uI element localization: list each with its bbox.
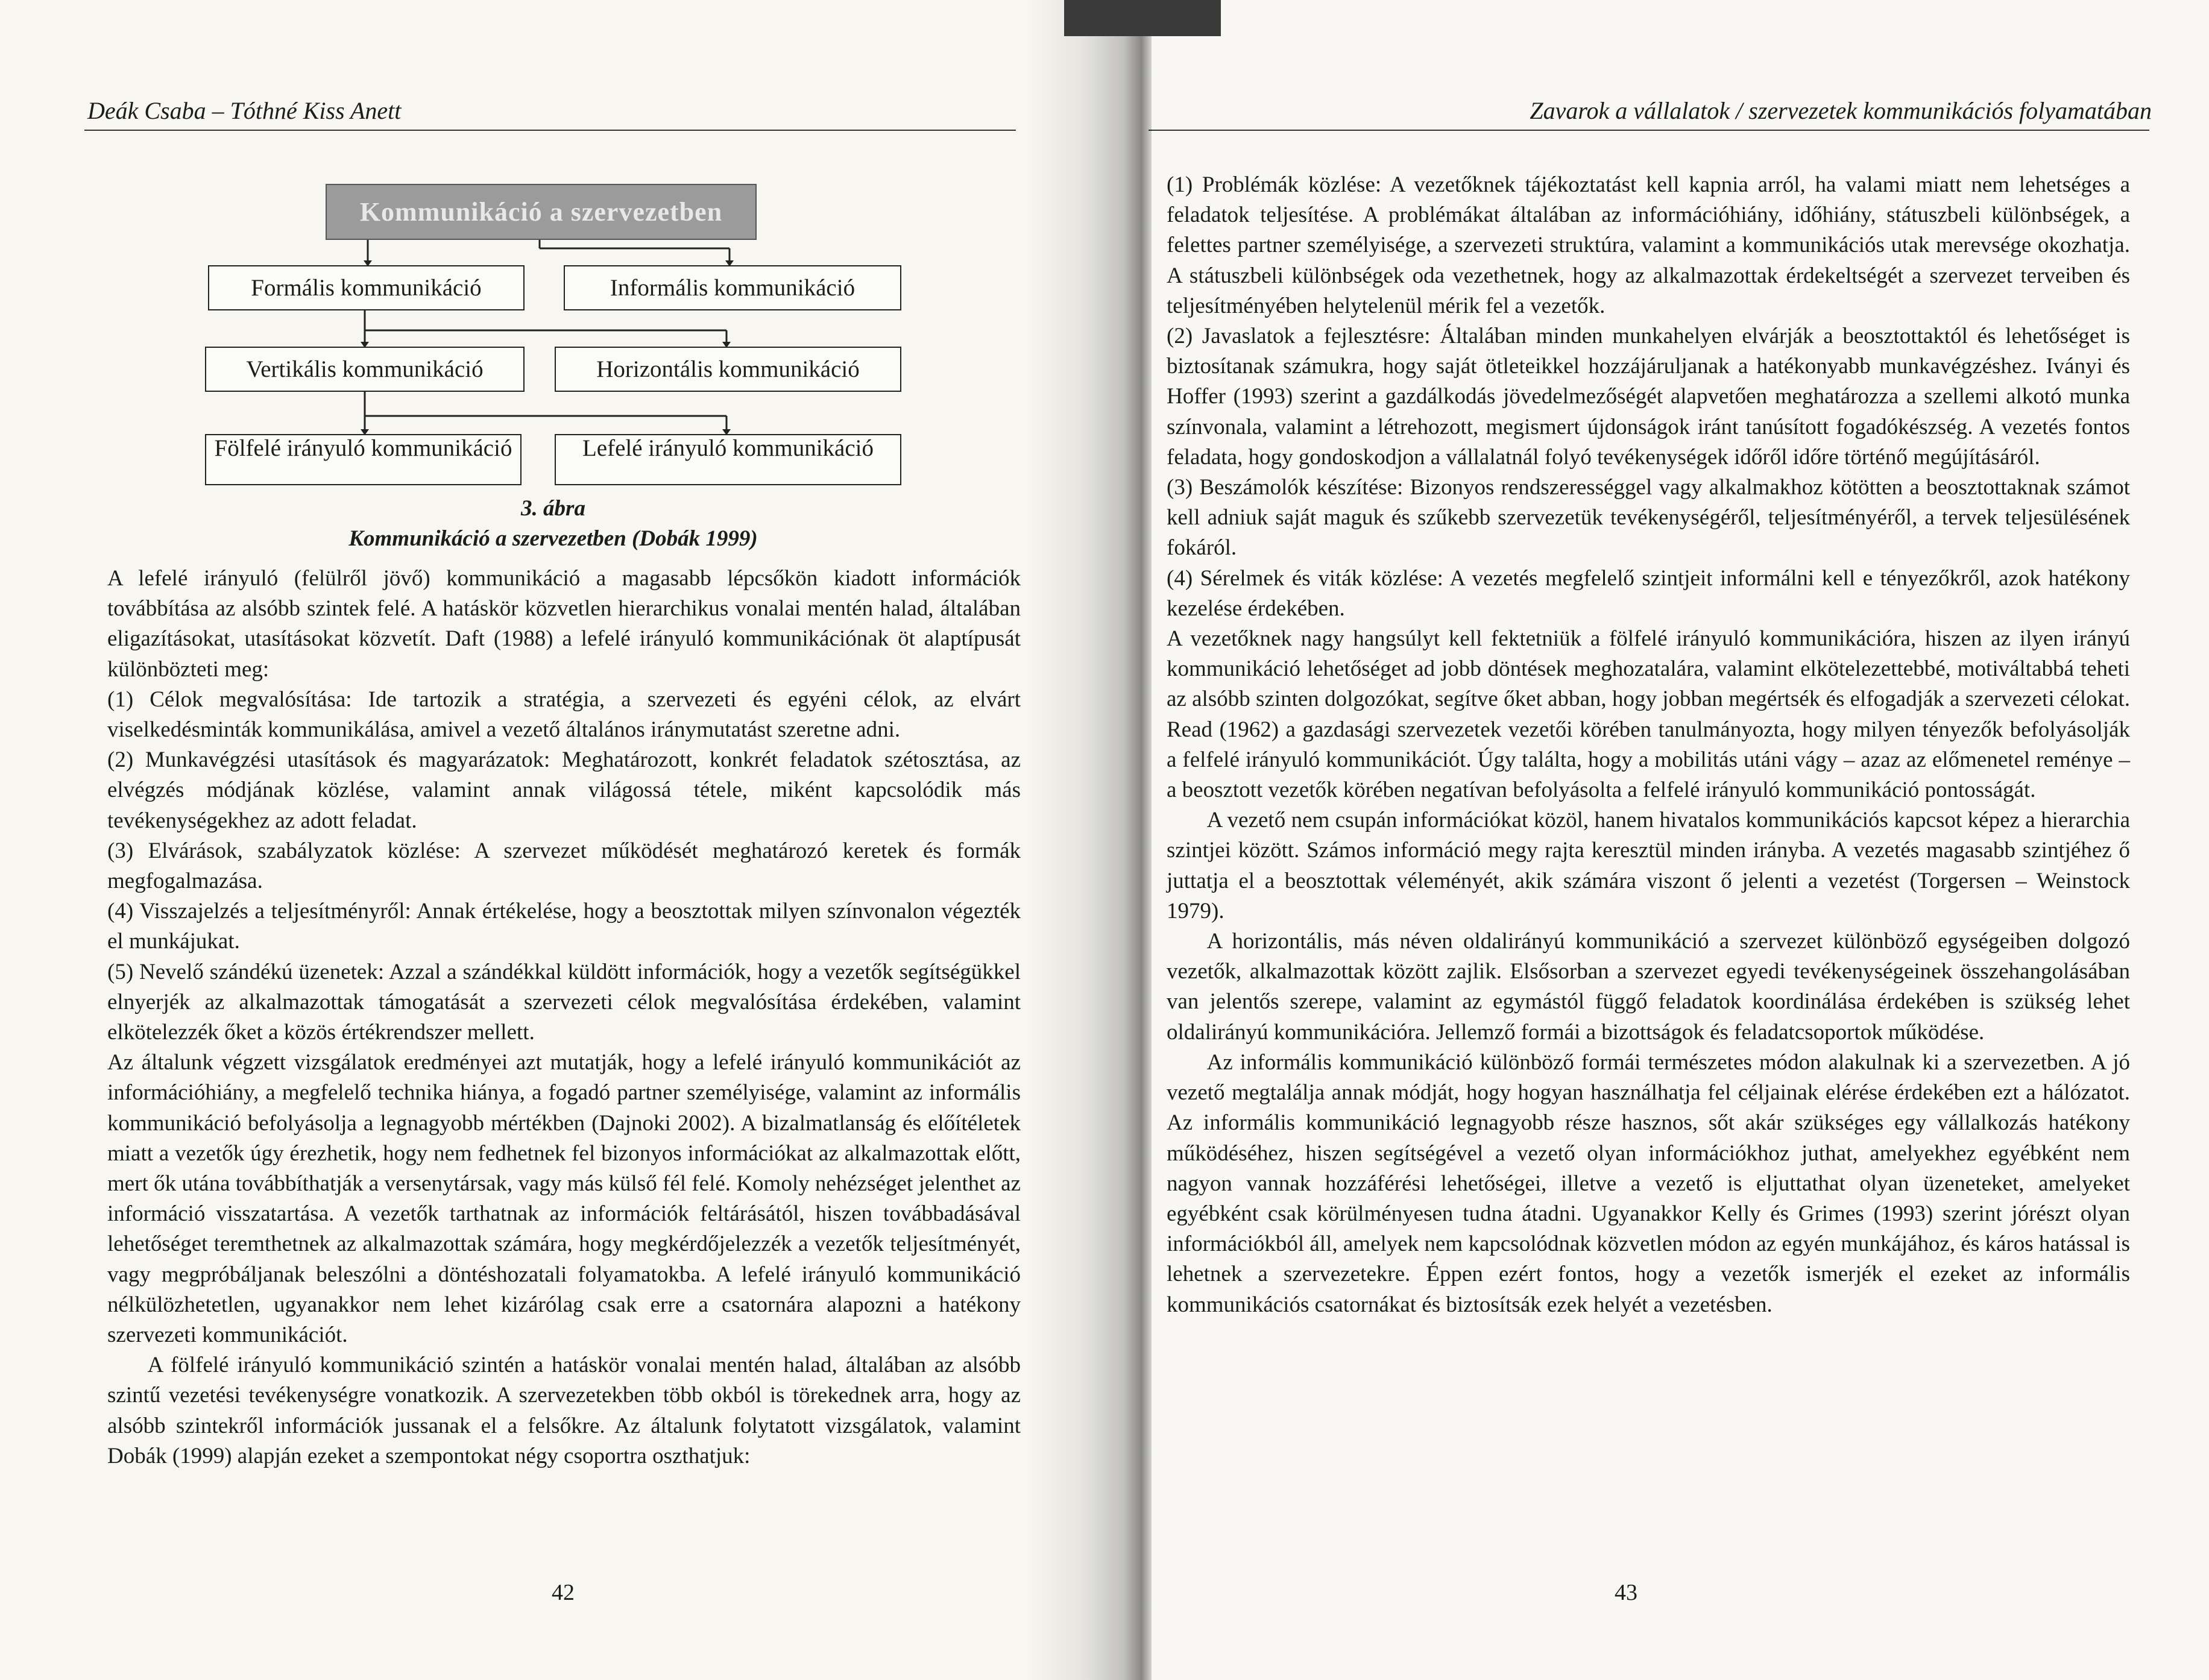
vertical-communication-box: Vertikális kommunikáció [205,347,525,392]
right-page [1085,0,2209,1680]
downward-communication-box: Lefelé irányuló kommunikáció [555,434,901,485]
paragraph: (5) Nevelő szándékú üzenetek: Azzal a szándékkal küldött információk, hogy a vezetők segítségükkel elnyerjék az alkalmazottak támogatását a szervezeti célok megvalósítása érdekében, valamint elkötelezzék őket a közös értékrendszer mellett. [107,959,1021,1045]
figure-caption-number: 3. ábra [521,496,585,521]
paragraph: A fölfelé irányuló kommunikáció szintén a hatáskör vonalai mentén halad, általában az alsóbb szintű vezetési tevékenységre vonatkozik. A szervezetekben több okból is törekednek arra, hogy az alsóbb szintekről információk jussanak el a felsőkre. Az általunk folytatott vizsgálatok, valamint Dobák (1999) alapján ezeket a szempontokat négy csoportra oszthatjuk: [107,1353,1021,1468]
paragraph: (2) Munkavégzési utasítások és magyarázatok: Meghatározott, konkrét feladatok szétosztása, az elvégzés módjának közlése, valamint annak világossá tétele, miként kapcsolódik más tevékenységekhez az adott feladat. [107,747,1021,833]
running-head-left: Deák Csaba – Tóthné Kiss Anett [87,97,402,124]
paragraph: (4) Sérelmek és viták közlése: A vezetés megfelelő szintjeit informálni kell e tényezőkről, azok hatékony kezelése érdekében. [1167,565,2130,621]
figure-connectors [0,0,1085,506]
paragraph: A horizontális, más néven oldalirányú kommunikáció a szervezet különböző egységeiben dolgozó vezetők, alkalmazottak között zajlik. Elsősorban a szervezet egyedi tevékenységeinek összehangolásában van jelentős szerepe, valamint az egymástól függő feladatok koordinálása érdekében is szükség lehet oldalirányú kommunikációra. Jellemző formái a bizottságok és feladatcsoportok működése. [1167,929,2130,1045]
upward-communication-box: Fölfelé irányuló kommunikáció [205,434,522,485]
horizontal-communication-box: Horizontális kommunikáció [555,347,901,392]
figure-caption-title: Kommunikáció a szervezetben (Dobák 1999) [348,526,758,551]
header-rule-right [1149,130,2149,131]
paragraph: A lefelé irányuló (felülről jövő) kommunikáció a magasabb lépcsőkön kiadott információk továbbítása az alsóbb szintek felé. A hatáskör közvetlen hierarchikus vonalai mentén halad, általában eligazításokat, utasításokat közvetít. Daft (1988) a lefelé irányuló kommunikációnak öt alaptípusát különbözteti meg: [107,566,1021,682]
scan-corner-shadow [1064,0,1221,36]
paragraph: (1) Problémák közlése: A vezetőknek tájékoztatást kell kapnia arról, ha valami miatt nem lehetséges a feladatok teljesítése. A problémákat általában az információhiány, időhiány, státuszbeli különbségek, a felettes partner személyisége, a szervezeti struktúra, valamint a kommunikációs utak merevsége okozhatja. A státuszbeli különbségek oda vezethetnek, hogy az alkalmazottak érdekeltségét a szervezet terveiben és teljesítményében helytelenül mérik fel a vezetők. [1167,172,2130,318]
paragraph: (3) Beszámolók készítése: Bizonyos rendszerességgel vagy alkalmakhoz kötötten a beosztottaknak számot kell adniuk saját maguk és szűkebb szervezetük tevékenységéről, teljesítményéről, a tervek teljesülésének fokáról. [1167,475,2130,561]
body-text-right [1167,170,2130,1320]
paragraph: (4) Visszajelzés a teljesítményről: Annak értékelése, hogy a beosztottak milyen színvonalon végezték el munkájukat. [107,899,1021,954]
body-text-left [107,564,1021,1471]
page-number-right: 43 [1615,1580,1637,1605]
informal-communication-box: Informális kommunikáció [564,265,901,310]
paragraph: Az általunk végzett vizsgálatok eredményei azt mutatják, hogy a lefelé irányuló kommunikációt az információhiány, a megfelelő technika hiánya, a fogadó partner személyisége, valamint az informális kommunikáció befolyásolja a legnagyobb mértékben (Dajnoki 2002). A bizalmatlanság és előítéletek miatt a vezetők úgy érezhetik, hogy nem fedhetnek fel bizonyos információkat az alkalmazottak előtt, mert ők utána továbbíthatják a versenytársak, vagy más külső fél felé. Komoly nehézséget jelenthet az információ visszatartása. A vezetők tarthatnak az információk feltárásától, hiszen továbbadásával lehetőséget teremthetnek az alkalmazottak számára, hogy megkérdőjelezzék a vezetők teljesítményét, vagy megpróbáljanak beleszólni a döntéshozatali folyamatokba. A lefelé irányuló kommunikáció nélkülözhetetlen, ugyanakkor nem lehet kizárólag csak erre a csatornára alapozni a hatékony szervezeti kommunikációt. [107,1050,1021,1348]
running-head-right: Zavarok a vállalatok / szervezetek kommunikációs folyamatában [1530,97,2152,124]
paragraph: (3) Elvárások, szabályzatok közlése: A szervezet működését meghatározó keretek és formák megfogalmazása. [107,838,1021,894]
formal-communication-box: Formális kommunikáció [208,265,525,310]
paragraph: A vezetőknek nagy hangsúlyt kell fektetniük a fölfelé irányuló kommunikációra, hiszen az ilyen irányú kommunikáció lehetőséget ad jobb döntések meghozatalára, valamint elkötelezettebbé, motiváltabbá teheti az alsóbb szinten dolgozókat, segítve őket abban, hogy jobban megértsék és elfogadják a szervezeti célokat. Read (1962) a gazdasági szervezetek vezetői körében tanulmányozta, hogy milyen tényezők befolyásolják a felfelé irányuló kommunikációt. Úgy találta, hogy a mobilitás utáni vágy – azaz az előmenetel reménye – a beosztott vezetők körében negatívan befolyásolta a felfelé irányuló kommunikáció pontosságát. [1167,626,2130,803]
paragraph: Az informális kommunikáció különböző formái természetes módon alakulnak ki a szervezetben. A jó vezető megtalálja annak módját, hogy hogyan használhatja fel céljainak elérése érdekében ezt a hálózatot. Az informális kommunikáció legnagyobb része hasznos, sőt akár szükséges egy vállalkozás hatékony működéséhez, hiszen segítségével a vezető olyan információkhoz juthat, amelyekhez egyébként nem nagyon vannak hozzáférési lehetőségei, illetve a vezető is eljuttathat olyan üzeneteket, amelyeket egyébként csak körülményesen tudna átadni. Ugyanakkor Kelly és Grimes (1993) szerint jórészt olyan információkból áll, amelyek nem kapcsolódnak közvetlen módon az egyén munkájához, és káros hatással is lehetnek a szervezetekre. Éppen ezért fontos, hogy a vezetők ismerjék el ezeket az informális kommunikációs csatornákat és biztosítsák ezek helyét a vezetésben. [1167,1049,2130,1317]
paragraph: (2) Javaslatok a fejlesztésre: Általában minden munkahelyen elvárják a beosztottaktól és lehetőséget is biztosítanak számukra, hogy saját ötleteikkel hozzájáruljanak a hatékonyabb munkavégzéshez. Iványi és Hoffer (1993) szerint a gazdálkodás jövedelmezőségét alapvetően meghatározza a szellemi alkotó munka színvonala, valamint a létrehozott, megismert újdonságok iránt tanúsított fogadókészség. A vezetés fontos feladata, hogy gondoskodjon a vállalatnál folyó tevékenységek időről időre történő megújításáról. [1167,324,2130,470]
page-number-left: 42 [552,1580,575,1605]
figure-title-box: Kommunikáció a szervezetben [326,184,757,240]
left-page [0,0,1085,1680]
book-gutter-shadow [1025,0,1152,1680]
paragraph: (1) Célok megvalósítása: Ide tartozik a stratégia, a szervezeti és egyéni célok, az elvárt viselkedésminták kommunikálása, amivel a vezető általános iránymutatást szeretne adni. [107,687,1021,743]
paragraph: A vezető nem csupán információkat közöl, hanem hivatalos kommunikációs kapcsot képez a hierarchia szintjei között. Számos információ megy rajta keresztül minden irányba. A vezetés magasabb szintjéhez ő juttatja el a beosztottak véleményét, akik számára viszont ő jelenti a vezetést (Torgersen – Weinstock 1979). [1167,808,2130,923]
